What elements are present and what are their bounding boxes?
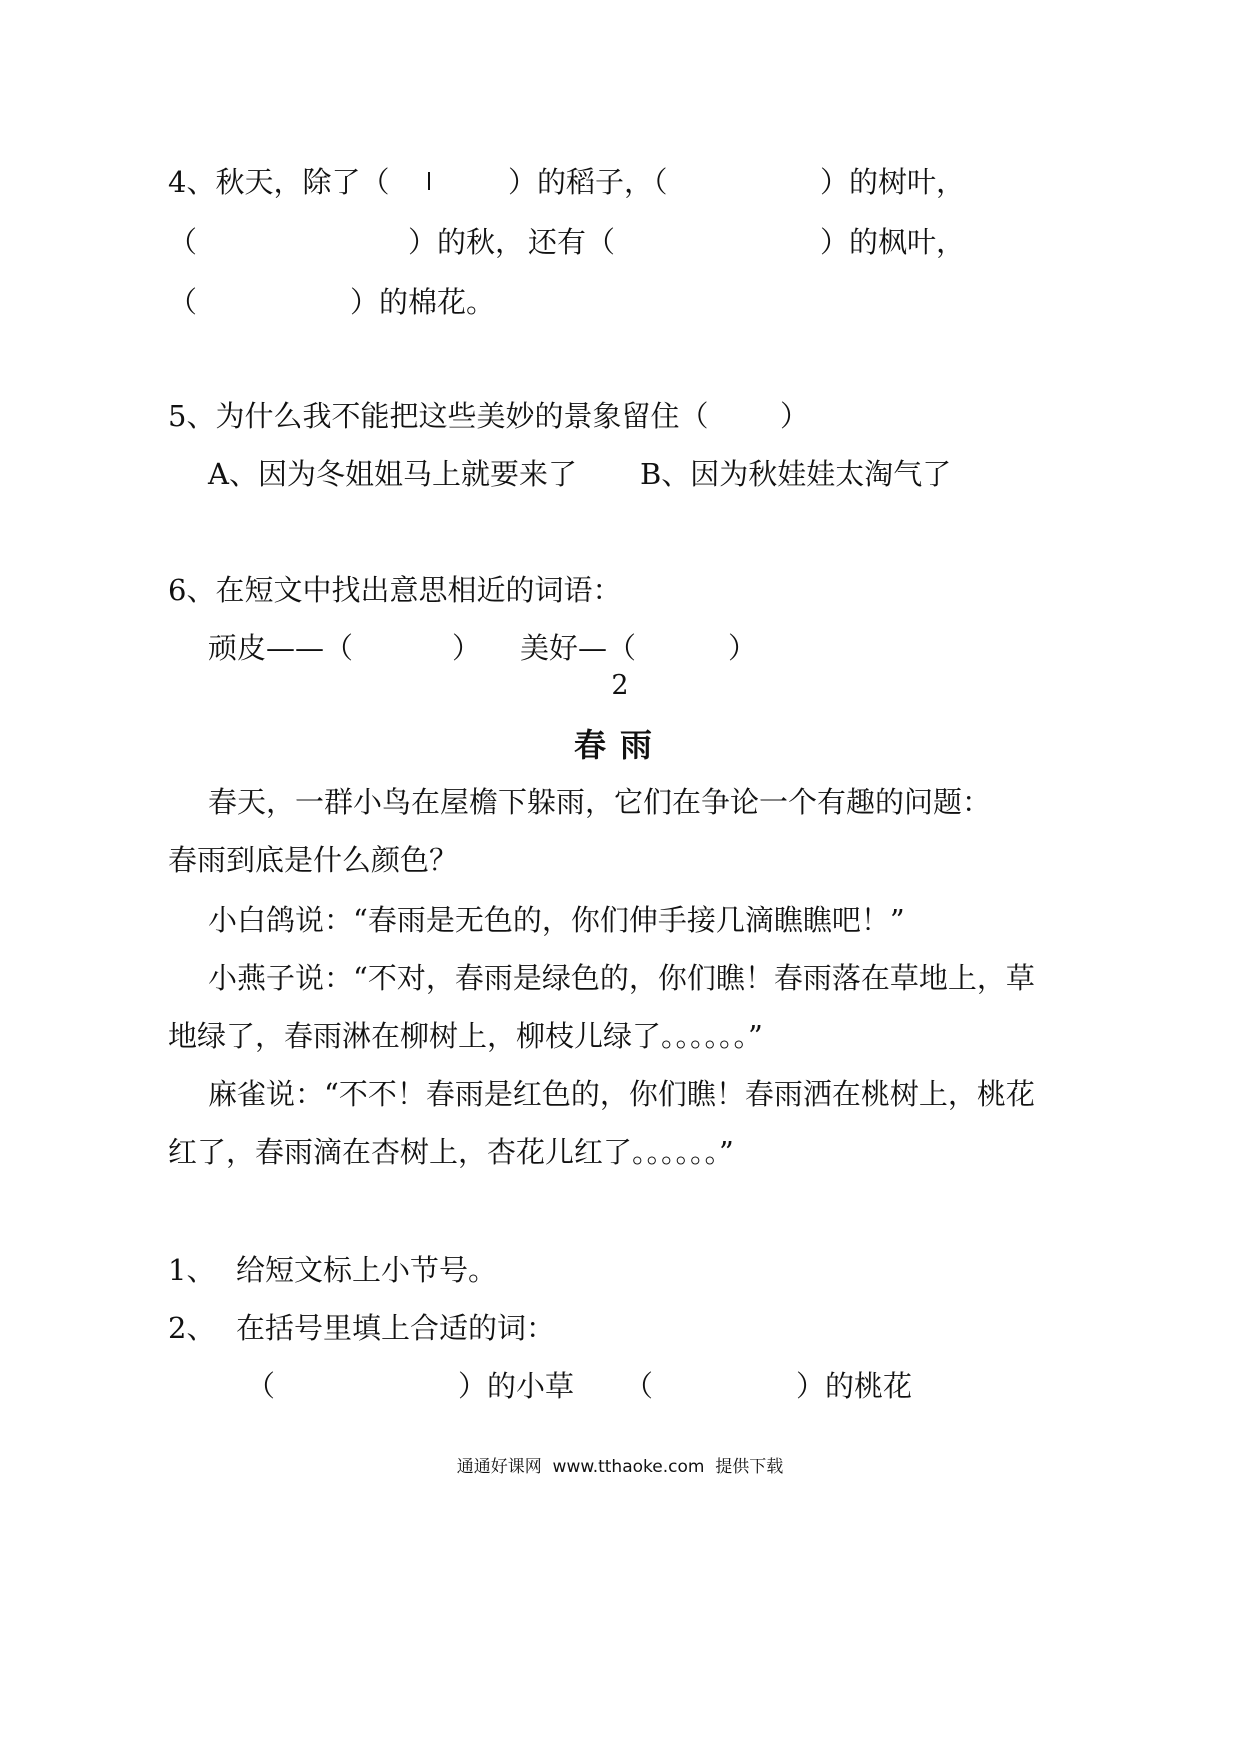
article-question-1: [0, 1246, 498, 1294]
q4-text-part: ）的稻子，（: [508, 165, 668, 199]
q6-pair-2: 美好—（: [520, 631, 637, 665]
article-line-text: 小燕子说：“不对，春雨是绿色的，你们瞧！春雨落在草地上，草: [208, 961, 1035, 995]
q5-question-text: 5、为什么我不能把这些美妙的景象留住（: [168, 399, 709, 433]
question-number: 2、: [168, 1311, 216, 1345]
q4-text-part: ）的枫叶，: [820, 225, 966, 259]
q5-option-a: A、因为冬姐姐马上就要来了: [208, 457, 577, 491]
article-line: [0, 896, 905, 944]
article-line: [0, 778, 992, 826]
article-line-text: 小白鸽说：“春雨是无色的，你们伸手接几滴瞧瞧吧！”: [208, 903, 905, 937]
article-line-text: 地绿了，春雨淋在柳树上，柳枝儿绿了。。。。。。”: [168, 1019, 763, 1053]
q6-pair-1-close: ）: [452, 631, 482, 665]
article-line-text: 春雨到底是什么颜色？: [168, 843, 459, 877]
article-line-text: 红了，春雨滴在杏树上，杏花儿红了。。。。。。”: [168, 1135, 734, 1169]
fill-blank-part: （: [624, 1369, 654, 1403]
fill-blank-part: ）的小草: [458, 1369, 575, 1403]
article-question-2-fill: [0, 1362, 913, 1410]
q6-pair-1: 顽皮——（: [208, 631, 354, 665]
article-title: 春雨: [573, 726, 666, 764]
q4-line-2: [0, 218, 966, 266]
section-number: 2: [611, 670, 629, 701]
question-number: 1、: [168, 1253, 216, 1287]
q6-pair-2-close: ）: [728, 631, 758, 665]
q4-text-part: 还有（: [528, 225, 616, 259]
article-line-text: 麻雀说：“不不！春雨是红色的，你们瞧！春雨洒在桃树上，桃花: [208, 1077, 1035, 1111]
question-text: 给短文标上小节号。: [236, 1253, 498, 1287]
article-line: [0, 1128, 734, 1176]
q5-option-b: B、因为秋娃娃太淘气了: [640, 457, 952, 491]
article-line-text: 春天，一群小鸟在屋檐下躲雨，它们在争论一个有趣的问题：: [208, 785, 992, 819]
q5-question-close: ）: [780, 399, 810, 433]
q6-question-text: 6、在短文中找出意思相近的词语：: [168, 573, 622, 607]
article-line: [0, 836, 459, 884]
question-text: 在括号里填上合适的词：: [236, 1311, 556, 1345]
q4-line-1: [0, 158, 966, 206]
q4-text-part: （: [168, 285, 198, 319]
q4-text-part: ）的棉花。: [350, 285, 496, 319]
q4-text-part: （: [168, 225, 198, 259]
fill-blank-part: ）的桃花: [796, 1369, 913, 1403]
q4-line-3: [0, 278, 496, 326]
text-cursor-mark: [428, 172, 430, 190]
q6-question: [0, 566, 622, 614]
article-line: [0, 1070, 1035, 1118]
footer-credit: 通通好课网 www.tthaoke.com 提供下载: [456, 1457, 784, 1477]
q4-text-part: ）的树叶，: [820, 165, 966, 199]
q5-options: [0, 450, 952, 498]
q5-question: [0, 392, 810, 440]
article-line: [0, 954, 1035, 1002]
article-line: [0, 1012, 763, 1060]
fill-blank-part: （: [246, 1369, 276, 1403]
q4-text-part: 4、秋天，除了（: [168, 165, 390, 199]
q4-text-part: ）的秋，: [408, 225, 525, 259]
article-question-2: [0, 1304, 556, 1352]
